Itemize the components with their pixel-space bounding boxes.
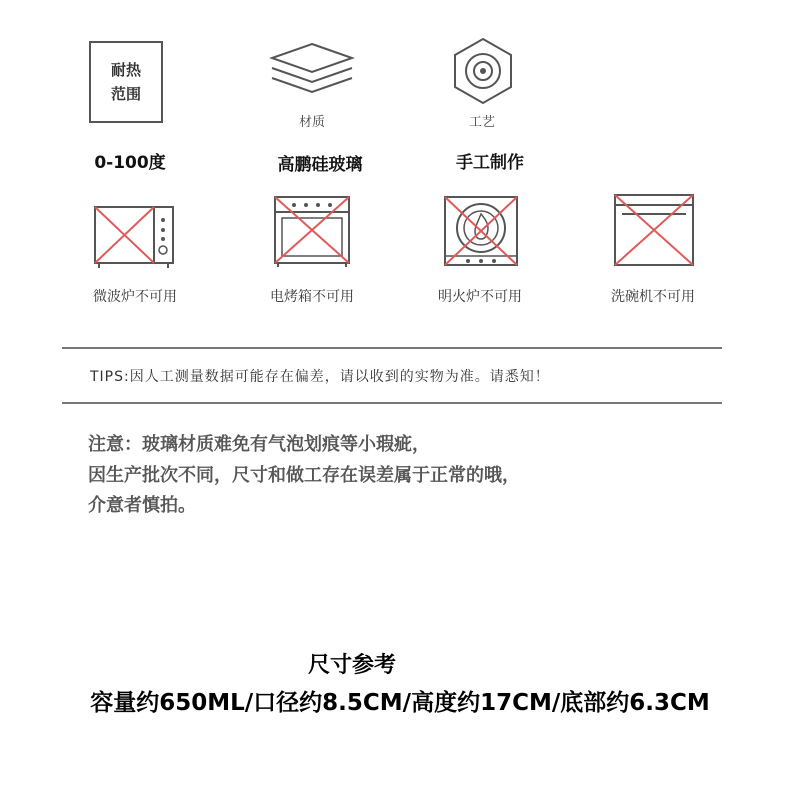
tips-bottom-rule bbox=[62, 402, 722, 404]
dishwasher-icon bbox=[614, 194, 694, 268]
heat-badge-line1: 耐热 bbox=[110, 61, 141, 79]
size-details: 容量约650ML/口径约8.5CM/高度约17CM/底部约6.3CM bbox=[90, 690, 710, 716]
microwave-icon bbox=[94, 206, 176, 270]
heat-range-value: 0-100度 bbox=[94, 153, 166, 173]
notice-line-1: 注意：玻璃材质难免有气泡划痕等小瑕疵， bbox=[88, 434, 430, 455]
hexagon-swirl-icon bbox=[448, 36, 518, 106]
oven-icon bbox=[274, 196, 350, 268]
material-caption: 材质 bbox=[298, 115, 325, 130]
layers-icon bbox=[268, 40, 356, 100]
tips-top-rule bbox=[62, 347, 722, 349]
size-title: 尺寸参考 bbox=[307, 653, 396, 678]
gas-stove-icon bbox=[444, 196, 518, 268]
dishwasher-warning-label: 洗碗机不可用 bbox=[611, 289, 695, 305]
microwave-warning-label: 微波炉不可用 bbox=[93, 289, 177, 305]
craft-value: 手工制作 bbox=[456, 153, 524, 173]
craft-caption: 工艺 bbox=[468, 115, 495, 130]
heat-badge-line2: 范围 bbox=[110, 85, 141, 103]
gas-stove-warning-label: 明火炉不可用 bbox=[438, 289, 522, 305]
heat-range-badge bbox=[89, 41, 163, 123]
tips-text: TIPS:因人工测量数据可能存在偏差，请以收到的实物为准。请悉知！ bbox=[90, 369, 550, 385]
oven-warning-label: 电烤箱不可用 bbox=[270, 289, 354, 305]
notice-line-3: 介意者慎拍。 bbox=[88, 495, 196, 516]
notice-line-2: 因生产批次不同，尺寸和做工存在误差属于正常的哦， bbox=[88, 465, 520, 486]
material-value: 高鹏硅玻璃 bbox=[277, 155, 363, 175]
